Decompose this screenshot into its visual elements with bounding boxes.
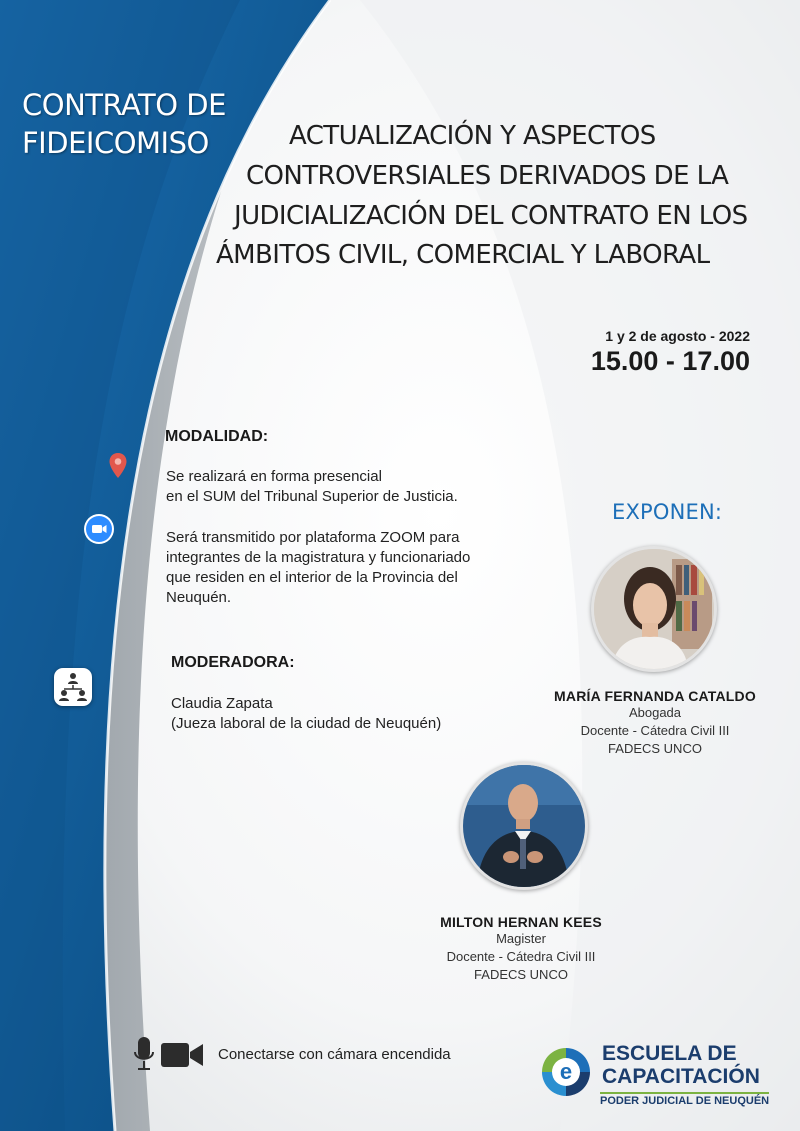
title-line-1: ACTUALIZACIÓN Y ASPECTOS (289, 121, 656, 151)
location-pin-icon (108, 452, 128, 480)
school-logo-icon (540, 1046, 592, 1102)
speaker-1-position: Docente - Cátedra Civil III (580, 723, 730, 738)
moderadora-role: (Jueza laboral de la ciudad de Neuquén) (171, 715, 442, 732)
speaker-2-title: Magister (496, 931, 546, 946)
speaker-2-position: Docente - Cátedra Civil III (446, 949, 596, 964)
moderadora-name: Claudia Zapata (171, 695, 273, 712)
speaker-1-name: MARÍA FERNANDA CATALDO (554, 688, 756, 704)
text-line: Será transmitido por plataforma ZOOM para (166, 529, 460, 546)
speaker-1-portrait (594, 549, 714, 669)
schedule (591, 328, 750, 377)
video-camera-icon (160, 1040, 204, 1070)
text-line: Neuquén. (166, 589, 232, 606)
speaker-1-title: Abogada (628, 705, 682, 720)
meeting-group-icon (54, 668, 92, 706)
title-line-3: JUDICIALIZACIÓN DEL CONTRATO EN LOS (234, 201, 748, 231)
text-line: integrantes de la magistratura y funcionariado (166, 549, 471, 566)
event-time: 15.00 - 17.00 (590, 346, 750, 376)
camera-note: Conectarse con cámara encendida (218, 1046, 451, 1063)
tag-line-1: CONTRATO DE (22, 88, 226, 122)
speaker-1-photo (591, 546, 717, 672)
event-tag (22, 86, 226, 162)
meeting-group-glyph (54, 668, 92, 706)
svg-text:e: e (559, 1059, 573, 1084)
title-line-2: CONTROVERSIALES DERIVADOS DE LA (246, 161, 729, 191)
text-line: en el SUM del Tribunal Superior de Justicia. (166, 488, 458, 505)
speaker-2-photo (460, 762, 588, 890)
speaker-1-institution: FADECS UNCO (608, 741, 702, 756)
zoom-video-icon (86, 516, 112, 542)
modalidad-paragraph-2 (166, 528, 470, 608)
moderadora-info (171, 694, 441, 734)
title-line-4: ÁMBITOS CIVIL, COMERCIAL Y LABORAL (216, 240, 710, 270)
event-date: 1 y 2 de agosto - 2022 (605, 328, 750, 344)
moderadora-heading: MODERADORA: (171, 654, 295, 671)
speaker-2-name: MILTON HERNAN KEES (440, 914, 602, 930)
text-line: Se realizará en forma presencial (166, 468, 382, 485)
speaker-1-info (525, 688, 785, 758)
speaker-2-portrait (463, 765, 585, 887)
school-name-line-2: CAPACITACIÓN (602, 1065, 760, 1088)
school-name-line-1: ESCUELA DE (602, 1042, 737, 1065)
modalidad-paragraph-1 (166, 467, 458, 507)
speaker-2-institution: FADECS UNCO (474, 967, 568, 982)
exponen-heading: EXPONEN: (612, 500, 723, 524)
modalidad-heading: MODALIDAD: (165, 428, 269, 445)
school-name-line-3: PODER JUDICIAL DE NEUQUÉN (600, 1092, 769, 1107)
tag-line-2: FIDEICOMISO (22, 126, 209, 160)
text-line: que residen en el interior de la Provincia del (166, 569, 458, 586)
microphone-icon (134, 1036, 154, 1072)
speaker-2-info (391, 914, 651, 984)
zoom-camera-glyph (86, 516, 112, 542)
